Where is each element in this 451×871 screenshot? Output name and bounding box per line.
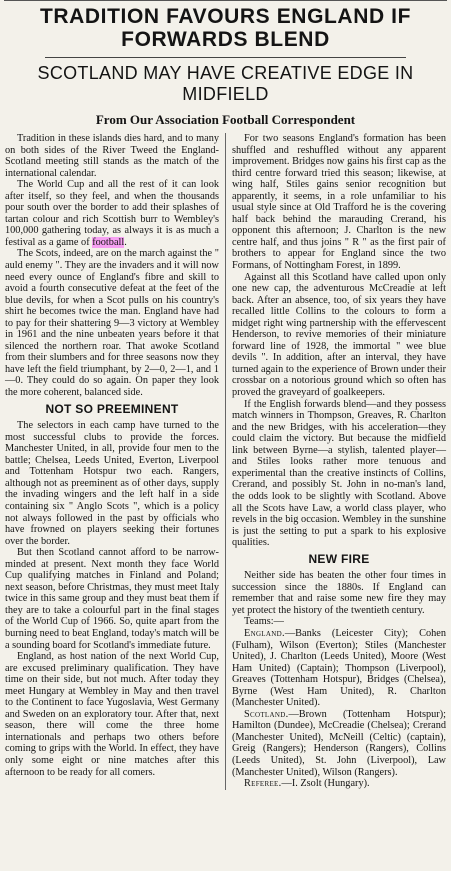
paragraph: Neither side has beaten the other four times in succession since the 1880s. If England can remember that and raise some new fire they may yet protect the history of the twentieth century. bbox=[232, 570, 446, 616]
column-divider bbox=[225, 133, 226, 790]
paragraph bbox=[5, 179, 219, 248]
team-label: Scotland. bbox=[244, 708, 289, 720]
team-label: England. bbox=[244, 627, 285, 639]
section-heading: NEW FIRE bbox=[308, 551, 370, 566]
section-heading: NOT SO PREEMINENT bbox=[45, 401, 179, 416]
left-column bbox=[5, 133, 219, 790]
headline-divider bbox=[45, 57, 406, 58]
referee-label: Referee. bbox=[244, 778, 282, 790]
paragraph: If the English forwards blend—and they possess match winners in Thompson, Greaves, R. Charlton and the new Bridges, with his acceleration—they could claim the victory. But because the midfield link between Byrne—a stylish, talented player—and Stiles looks rather more tenuous and experimental than the creative instincts of Collins, Crerand, and possibly St. John in no-man's land, the odds look to be slightly with Scotland. Above all the Scots have Law, a world class player, who revels in the big occasion. Wembley in the sunshine is just the setting to put a spark to his explosive qualities. bbox=[232, 398, 446, 549]
paragraph-text: The World Cup and all the rest of it can look after itself, so they feel, and when the thousands pour south over the border to add their splashes of tartan colour and rich Scottish burr to Wembley's 100,000 gathering today, as always it is as much a festival as a game of bbox=[5, 179, 219, 248]
paragraph: England, as host nation of the next World Cup, are excused preliminary qualification. They have time on their side, but not much. After today they meet Hungary at Wembley in May and then travel to the Continent to face Yugoslavia, West Germany and Sweden on an exploratory tour. After that, next season, there will come the three home internationals and perhaps two others before coming to grips with the World. In effect, they have only some eight or nine matches after this afternoon to be ready for all comers. bbox=[5, 651, 219, 778]
top-rule bbox=[4, 0, 447, 1]
highlighted-word: football bbox=[92, 236, 125, 248]
headline: TRADITION FAVOURS ENGLAND IF FORWARDS BLEND bbox=[39, 5, 412, 51]
byline: From Our Association Football Correspondent bbox=[95, 112, 356, 127]
teams-label: Teams:— bbox=[244, 616, 284, 628]
team-list: —Banks (Leicester City); Cohen (Fulham), Wilson (Everton); Stiles (Manchester United), J. Charlton (Leeds United), Moore (West Ham United) (Captain); Thompson (Liverpool), Greaves (Tottenham Hotspur), Bridges (Chelsea), Byrne (West Ham United), R. Charlton (Manchester United). bbox=[232, 627, 446, 709]
right-column bbox=[232, 133, 446, 790]
referee bbox=[232, 778, 446, 790]
paragraph: The Scots, indeed, are on the march against the " auld enemy ". They are the invaders and it will now need every ounce of England's fibre and skill to avoid a fourth consecutive defeat at the feet of the blue devils, for when a Scot pulls on his country's shirt he becomes twice the man. England have had to pay for their shattering 9—3 victory at Wembley in 1961 and the nine unbeaten years before it that silenced the northern roar. That awoke Scotland from their slumbers and for three seasons now they have left the field triumphant, by 2—0, 2—1, and 1—0. They could do so again. On paper they look the more coherent, balanced side. bbox=[5, 248, 219, 399]
paragraph: Tradition in these islands dies hard, and to many on both sides of the River Tweed the England-Scotland meeting still stands as the match of the international calendar. bbox=[5, 133, 219, 179]
team-list: —Brown (Tottenham Hotspur); Hamilton (Dundee), McCreadie (Chelsea); Crerand (Manchester United), McNeill (Celtic) (captain), Greig (Rangers); Henderson (Rangers), Collins (Leeds United), St. John (Liverpool), Law (Manchester United), Wilson (Rangers). bbox=[232, 708, 446, 778]
paragraph: For two seasons England's formation has been shuffled and reshuffled without any apparent improvement. Bridges now gains his first cap as the third centre forward tried this season; likewise, at wing half, Stiles gains senior recognition but apparently, it seems, in a role unfamiliar to his usual style since at Old Trafford he is the covering half back behind the marauding Crerand, his opponent this afternoon; J. Charlton is the new centre half, and thus joins " R " as the first pair of brothers to appear for England since the two Formans, of Nottingham Forest, in 1899. bbox=[232, 133, 446, 272]
article-columns bbox=[5, 133, 446, 790]
subheadline: SCOTLAND MAY HAVE CREATIVE EDGE IN MIDFIELD bbox=[37, 63, 414, 104]
paragraph: But then Scotland cannot afford to be narrow-minded at present. Next month they face World Cup qualifying matches in Finland and Poland; next season, before Christmas, they must meet Italy twice in this same group and they must beat them if they are to take a colourful part in the final stages of the World Cup of 1966. So, quite apart from the burning need to beat England, today's match will be a sounding board for Scotland's immediate future. bbox=[5, 547, 219, 651]
scotland-team bbox=[232, 709, 446, 778]
paragraph-text: . bbox=[124, 236, 127, 248]
paragraph: The selectors in each camp have turned to the most successful clubs to provide the forces. Manchester United, in all, provide four men to the battle; Chelsea, Leeds United, Everton, Liverpool and Tottenham Hotspur two each. Rangers, although not as preeminent as of other days, supply the invading wingers and the left half in a side containing six " Anglo Scots ", which is a policy not always followed in the past by officials who have frowned on players seeking their fortunes over the border. bbox=[5, 420, 219, 547]
england-team bbox=[232, 628, 446, 709]
paragraph: Against all this Scotland have called upon only one new cap, the adventurous McCreadie at left back. After an absence, too, of six years they have recalled little Collins to the colours to form a midget right wing partnership with the effervescent Henderson, to revive memories of their miniature forward line of 1928, the immortal " wee blue devils ". In addition, after an interval, they have turned again to the experience of Brown under their crossbar on a notorious ground which so often has proved the graveyard of goalkeepers. bbox=[232, 271, 446, 399]
referee-name: —I. Zsolt (Hungary). bbox=[281, 778, 370, 790]
